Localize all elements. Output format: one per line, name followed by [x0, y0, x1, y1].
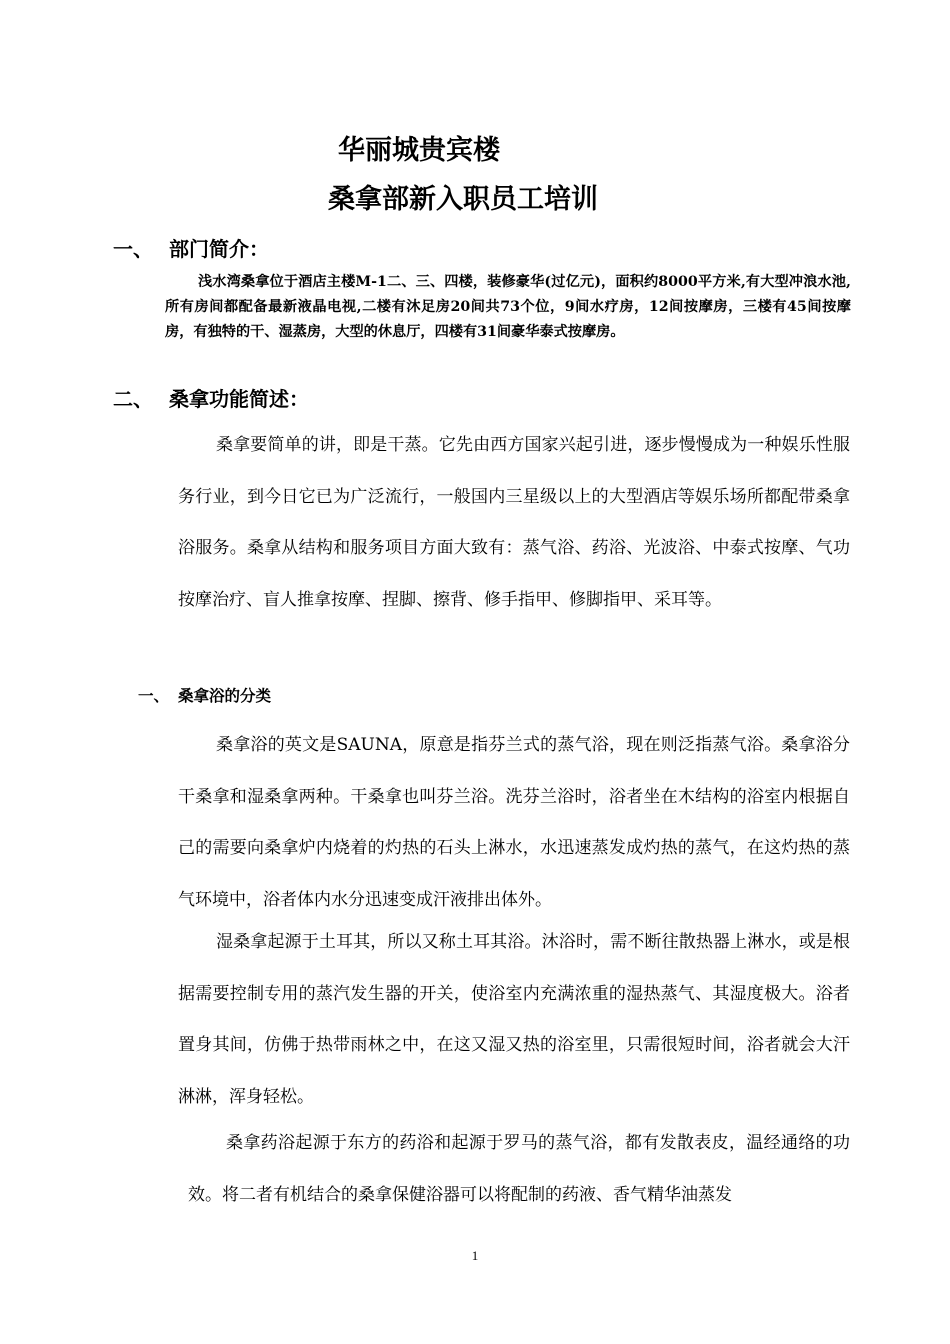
- section-number: 二、: [113, 387, 153, 411]
- section-heading-department-intro: [113, 235, 269, 263]
- section-heading-text: 桑拿功能简述：: [169, 387, 309, 411]
- sauna-types-paragraph-3: 桑拿药浴起源于东方的药浴和起源于罗马的蒸气浴，都有发散表皮，温经通络的功效。将二者有机结合的桑拿保健浴器可以将配制的药液、香气精华油蒸发: [188, 1133, 850, 1205]
- section-number: 一、: [113, 237, 153, 261]
- department-intro-paragraph: 浅水湾桑拿位于酒店主楼M-1二、三、四楼，装修豪华(过亿元)，面积约8000平方米,有大型冲浪水池,所有房间都配备最新液晶电视,二楼有沐足房20间共73个位，9间水疗房，12间按摩房，三楼有45间按摩房，有独特的干、湿蒸房，大型的休息厅，四楼有31间豪华泰式按摩房。: [165, 274, 851, 340]
- section-heading-text: 部门简介：: [169, 237, 269, 261]
- sauna-overview-paragraph: 桑拿要简单的讲，即是干蒸。它先由西方国家兴起引进，逐步慢慢成为一种娱乐性服务行业，到今日它已为广泛流行，一般国内三星级以上的大型酒店等娱乐场所都配带桑拿浴服务。桑拿从结构和服务项目方面大致有：蒸气浴、药浴、光波浴、中泰式按摩、气功按摩治疗、盲人推拿按摩、捏脚、擦背、修手指甲、修脚指甲、采耳等。: [178, 435, 850, 610]
- sauna-types-paragraph-1: 桑拿浴的英文是SAUNA，原意是指芬兰式的蒸气浴，现在则泛指蒸气浴。桑拿浴分干桑拿和湿桑拿两种。干桑拿也叫芬兰浴。洗芬兰浴时，浴者坐在木结构的浴室内根据自己的需要向桑拿炉内烧着的灼热的石头上淋水，水迅速蒸发成灼热的蒸气，在这灼热的蒸气环境中，浴者体内水分迅速变成汗液排出体外。: [178, 735, 850, 910]
- subsection-heading-sauna-types: [138, 684, 271, 708]
- page-number: 1: [471, 1248, 479, 1263]
- sauna-types-paragraph-2: 湿桑拿起源于土耳其，所以又称土耳其浴。沐浴时，需不断往散热器上淋水，或是根据需要控制专用的蒸汽发生器的开关，使浴室内充满浓重的湿热蒸气、其湿度极大。浴者置身其间，仿佛于热带雨林之中，在这又湿又热的浴室里，只需很短时间，浴者就会大汗淋淋，浑身轻松。: [178, 932, 850, 1107]
- subsection-number: 一、: [138, 687, 170, 705]
- subsection-heading-text: 桑拿浴的分类: [178, 687, 272, 705]
- section-heading-sauna-overview: [113, 385, 309, 413]
- document-title-line-1: 华丽城贵宾楼: [338, 135, 500, 166]
- document-title-line-2: 桑拿部新入职员工培训: [328, 184, 598, 215]
